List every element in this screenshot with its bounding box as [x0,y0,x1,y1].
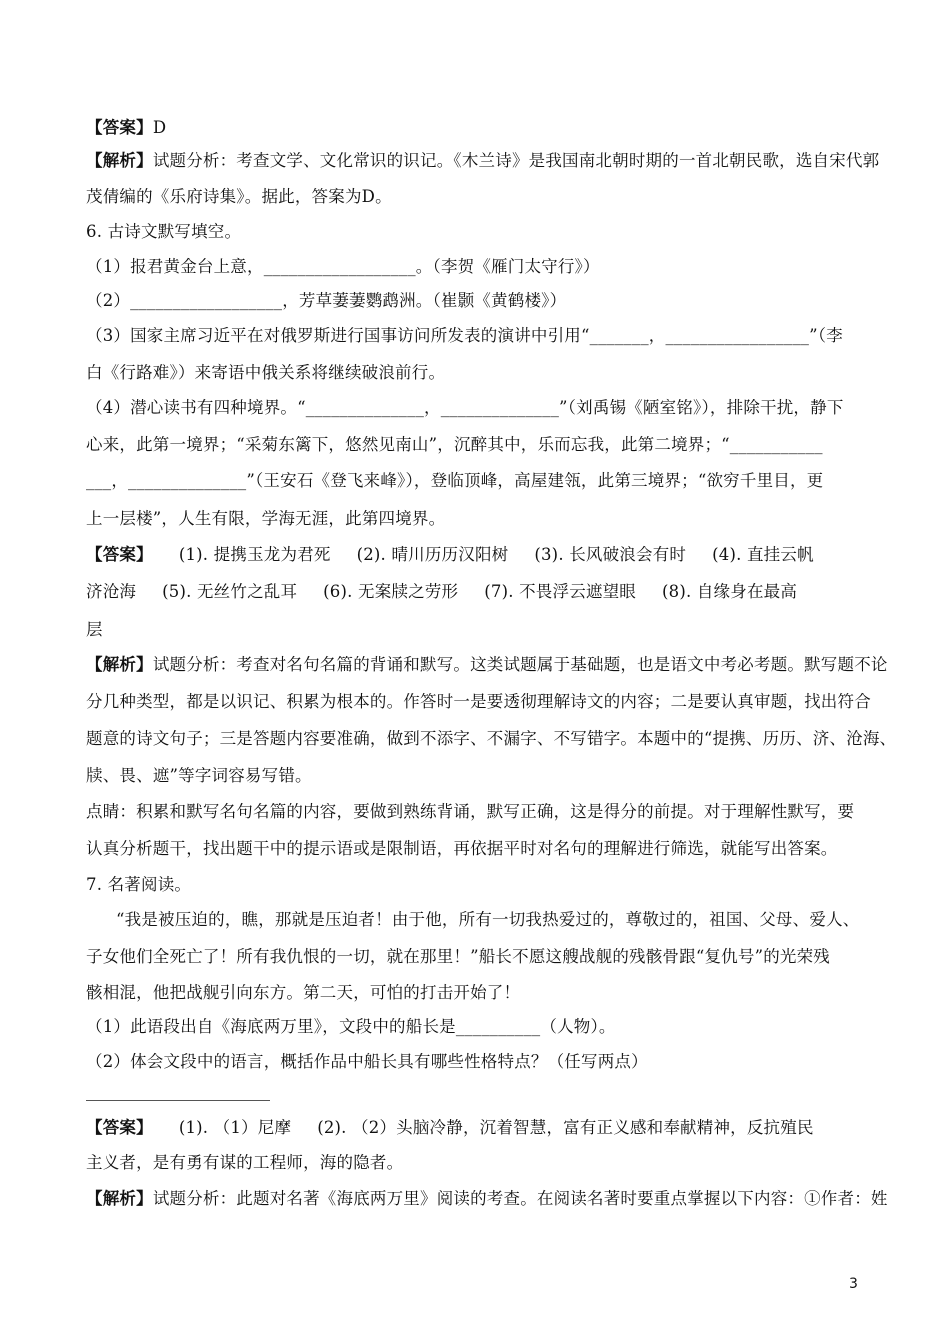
answer-item: (5). 无丝竹之乱耳 [162,582,298,601]
answer-item: (6). 无案牍之劳形 [323,582,459,601]
q6-title: 6. 古诗文默写填空。 [86,222,242,241]
q6-tip-line-2: 认真分析题干，找出题干中的提示语或是限制语，再依据平时对名句的理解进行筛选，就能写出答案。 [86,839,838,858]
answer-item: (2). 晴川历历汉阳树 [356,545,509,564]
q6-analysis-line-3: 题意的诗文句子；三是答题内容要准确，做到不添字、不漏字、不写错字。本题中的“提携、历历、济、沧海、 [86,729,897,748]
answer-item: (1). （1）尼摩 [178,1118,292,1137]
page-number: 3 [849,1276,858,1292]
analysis-text: 试题分析：考查文学、文化常识的识记。《木兰诗》是我国南北朝时期的一首北朝民歌，选自宋代郭 [152,151,880,170]
analysis-text: 试题分析：考查对名句名篇的背诵和默写。这类试题属于基础题，也是语文中考必考题。默写题不论 [152,655,888,674]
q5-analysis-line-2: 茂倩编的《乐府诗集》。据此，答案为D。 [86,187,392,206]
footnote-separator [86,1100,270,1101]
q7-passage-line-2: 子女他们全死亡了！所有我仇恨的一切，就在那里！”船长不愿这艘战舰的残骸骨跟“复仇号”的光荣残 [86,947,831,966]
answer-item: (8). 自缘身在最高 [662,582,798,601]
answer-label: 【答案】 [86,1118,153,1137]
q6-answer-line-2 [86,581,876,603]
answer-item: (7). 不畏浮云遮望眼 [484,582,636,601]
q7-item-2: （2）体会文段中的语言，概括作品中船长具有哪些性格特点？（任写两点） [86,1052,648,1071]
q7-title: 7. 名著阅读。 [86,875,192,894]
q6-item-1: （1）报君黄金台上意，__________________。（李贺《雁门太守行》） [86,257,600,276]
answer-label: 【答案】 [86,118,153,137]
q5-answer [86,117,876,139]
answer-item: (4). 直挂云帆 [712,545,814,564]
q7-answer-line-1 [86,1117,876,1139]
q6-item-4-line-1: （4）潜心读书有四种境界。“______________，______________”（刘禹锡《陋室铭》），排除干扰，静下 [86,398,844,417]
q6-analysis-line-4: 牍、畏、遮”等字词容易写错。 [86,766,312,785]
answer-item: (3). 长风破浪会有时 [534,545,687,564]
answer-label: 【答案】 [86,545,153,564]
q7-item-1: （1）此语段出自《海底两万里》，文段中的船长是__________（人物）。 [86,1017,616,1036]
q6-answer-line-1 [86,544,876,566]
answer-item: (1). 提携玉龙为君死 [178,545,331,564]
q7-passage-line-1: “我是被压迫的，瞧，那就是压迫者！由于他，所有一切我热爱过的，尊敬过的，祖国、父母、爱人、 [116,910,860,929]
q6-analysis-line-1 [86,654,888,676]
analysis-label: 【解析】 [86,1189,153,1208]
answer-item: 济沧海 [86,582,137,601]
q7-analysis-line-1 [86,1188,888,1210]
q6-item-4-line-3: ___，______________”（王安石《登飞来峰》），登临顶峰，高屋建瓴，此第三境界；“欲穷千里目，更 [86,471,824,490]
q6-item-3-line-2: 白《行路难》）来寄语中俄关系将继续破浪前行。 [86,363,446,382]
analysis-text: 试题分析：此题对名著《海底两万里》阅读的考查。在阅读名著时要重点掌握以下内容：①作者：姓 [152,1189,888,1208]
q6-item-4-line-4: 上一层楼”，人生有限，学海无涯，此第四境界。 [86,509,446,528]
q6-tip-line-1: 点睛：积累和默写名句名篇的内容，要做到熟练背诵，默写正确，这是得分的前提。对于理解性默写，要 [86,802,855,821]
q6-item-3-line-1: （3）国家主席习近平在对俄罗斯进行国事访问所发表的演讲中引用“_______，_________________”（李 [86,326,843,345]
analysis-label: 【解析】 [86,151,153,170]
q5-analysis-line-1 [86,150,880,172]
q7-answer-line-2: 主义者，是有勇有谋的工程师，海的隐者。 [86,1153,404,1172]
answer-item: (2). （2）头脑冷静，沉着智慧，富有正义感和奉献精神，反抗殖民 [317,1118,814,1137]
q6-answer-line-3: 层 [86,620,103,639]
q7-passage-line-3: 骸相混，他把战舰引向东方。第二天，可怕的打击开始了！ [86,983,521,1002]
analysis-label: 【解析】 [86,655,153,674]
q6-item-4-line-2: 心来，此第一境界；“采菊东篱下，悠然见南山”，沉醉其中，乐而忘我，此第二境界；“___________ [86,435,823,454]
q6-analysis-line-2: 分几种类型，都是以识记、积累为根本的。作答时一是要透彻理解诗文的内容；二是要认真审题，找出符合 [86,692,871,711]
q6-item-2: （2）__________________，芳草萋萋鹦鹉洲。（崔颢《黄鹤楼》） [86,291,567,310]
answer-value: D [152,118,167,137]
